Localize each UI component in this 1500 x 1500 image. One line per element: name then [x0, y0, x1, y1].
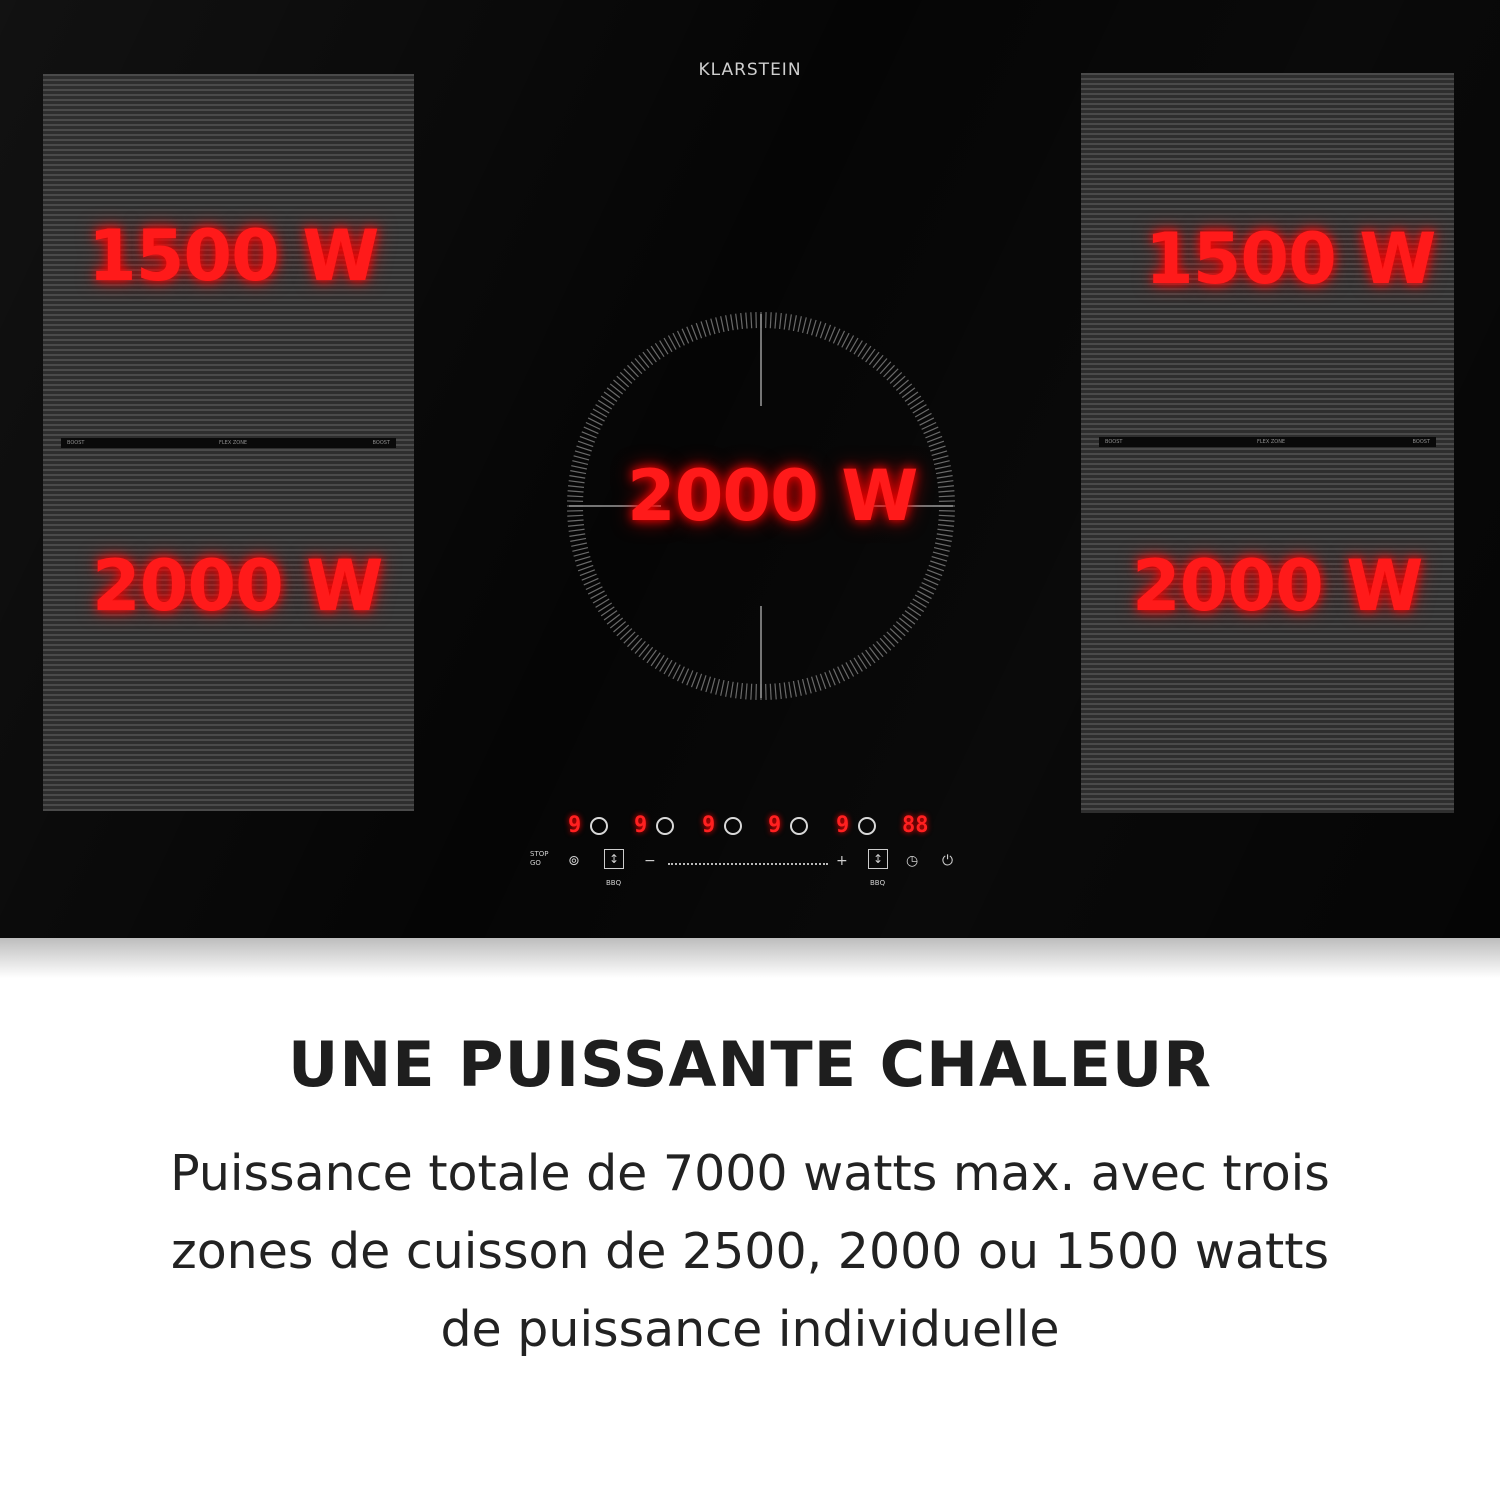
left-flex-zone-label: FLEX ZONE [219, 440, 248, 446]
timer-icon[interactable]: ◷ [906, 853, 919, 869]
right-top-power: 1500 W [1145, 218, 1436, 300]
caption-line-3: de puissance individuelle [440, 1301, 1060, 1358]
zone-5-icon[interactable] [858, 817, 876, 835]
timer-display: 88 [902, 813, 929, 838]
zone-4-icon[interactable] [790, 817, 808, 835]
zone-3-icon[interactable] [724, 817, 742, 835]
left-bottom-power: 2000 W [92, 545, 383, 627]
caption-title: UNE PUISSANTE CHALEUR [288, 1028, 1212, 1101]
right-flex-bar [1099, 437, 1436, 447]
left-flex-zone [43, 74, 414, 811]
stop-go-label[interactable]: STOP GO [530, 850, 549, 867]
left-boost-label: BOOST [67, 440, 85, 446]
right-boost-label: BOOST [1105, 439, 1123, 445]
zone-1-icon[interactable] [590, 817, 608, 835]
zone-display-2: 9 [634, 813, 648, 838]
right-flex-zone-label: FLEX ZONE [1257, 439, 1286, 445]
caption-description [100, 1135, 1400, 1369]
right-flex-zone [1081, 73, 1454, 813]
zone-display-1: 9 [568, 813, 582, 838]
zone-2-icon[interactable] [656, 817, 674, 835]
right-bottom-power: 2000 W [1132, 545, 1423, 627]
left-top-power: 1500 W [88, 215, 379, 297]
caption-line-1: Puissance totale de 7000 watts max. avec trois [170, 1145, 1330, 1202]
bridge-icon[interactable]: ↕ [604, 849, 624, 869]
left-flex-bar [61, 438, 396, 448]
brand-logo: KLARSTEIN [698, 60, 802, 80]
caption-line-2: zones de cuisson de 2500, 2000 ou 1500 watts [170, 1223, 1329, 1280]
zone-display-3: 9 [702, 813, 716, 838]
left-boost-label-2: BOOST [372, 440, 390, 446]
touch-control-panel [520, 805, 980, 895]
hob-shadow [0, 938, 1500, 978]
zone-display-4: 9 [768, 813, 782, 838]
bridge-icon-right[interactable]: ↕ [868, 849, 888, 869]
center-power: 2000 W [627, 455, 918, 537]
bbq-label-left: BBQ [606, 879, 622, 887]
zone-display-5: 9 [836, 813, 850, 838]
plus-button[interactable]: + [836, 853, 848, 869]
minus-button[interactable]: − [644, 853, 656, 869]
power-icon[interactable]: ⏻ [942, 853, 954, 869]
bbq-label-right: BBQ [870, 879, 886, 887]
power-slider[interactable] [668, 863, 828, 865]
lock-icon[interactable]: ⊚ [568, 853, 580, 869]
right-boost-label-2: BOOST [1412, 439, 1430, 445]
